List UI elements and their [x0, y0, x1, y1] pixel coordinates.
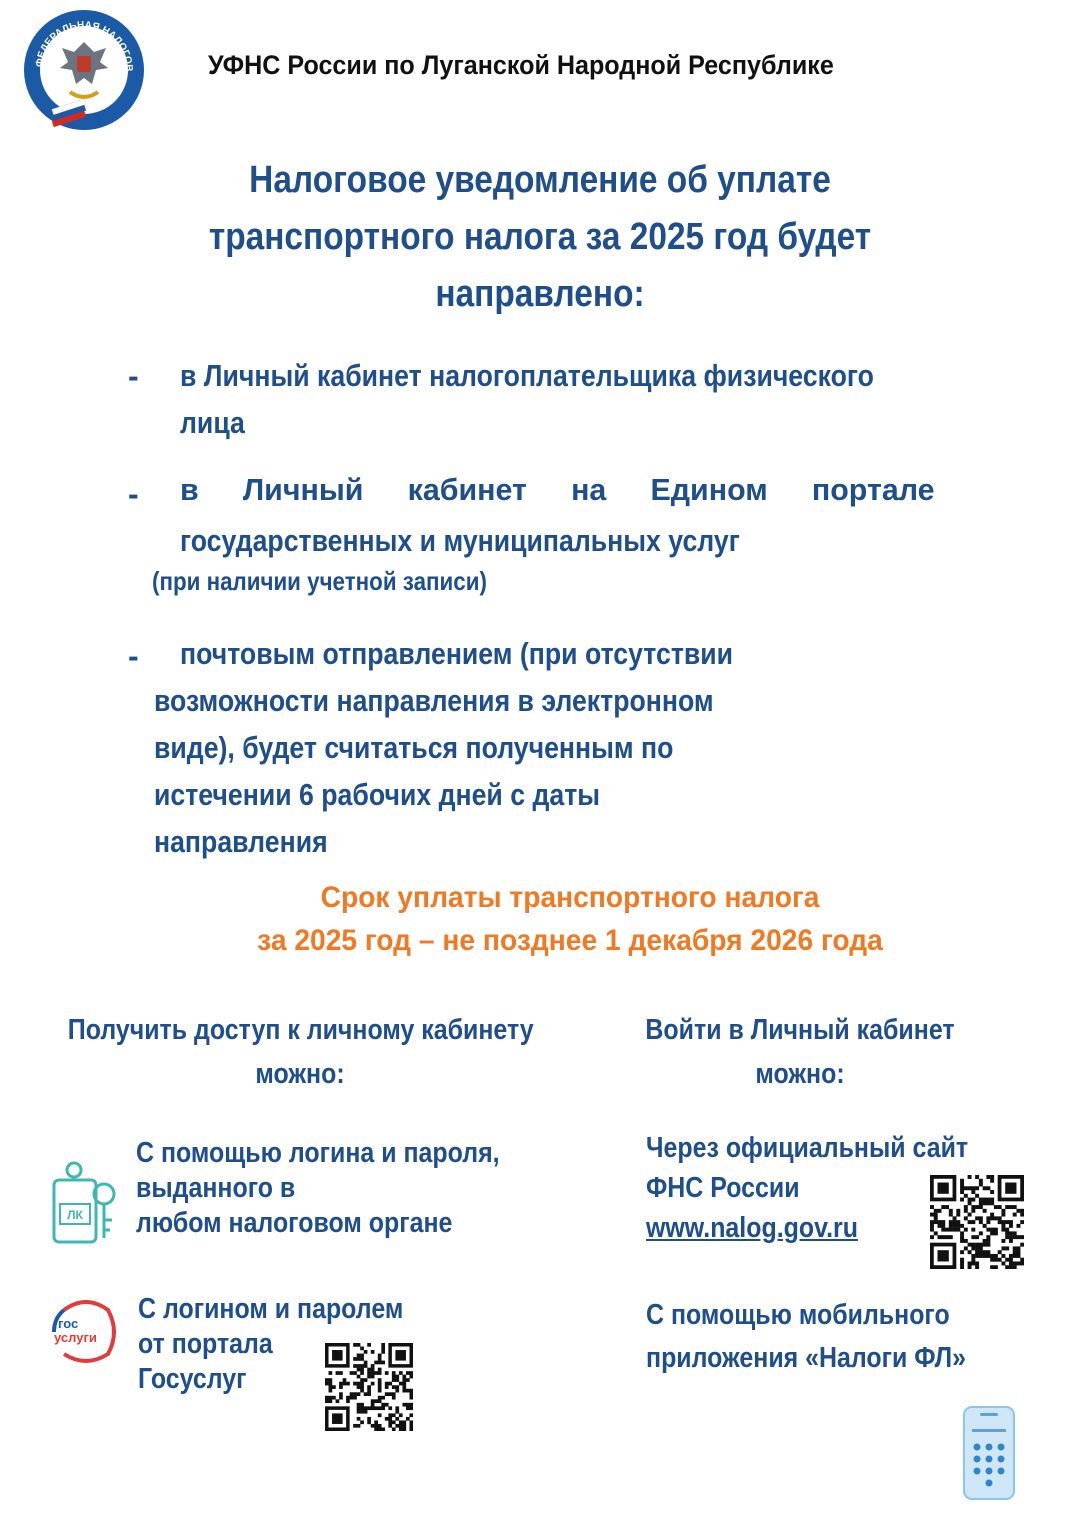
heading-line: можно:: [255, 1058, 345, 1090]
bullet-note: (при наличии учетной записи): [152, 566, 487, 596]
fns-logo: [22, 8, 146, 132]
gosuslugi-logo: [50, 1296, 122, 1368]
website-qr-code[interactable]: [930, 1175, 1024, 1269]
item-line: приложения «Налоги ФЛ»: [646, 1342, 967, 1374]
bullet-line: истечении 6 рабочих дней с даты: [154, 777, 601, 812]
bullet-marker: -: [128, 358, 139, 394]
bullet-marker: -: [128, 476, 139, 512]
deadline-notice: [166, 876, 974, 962]
deadline-line: Срок уплаты транспортного налога: [320, 881, 820, 914]
bullet-line: государственных и муниципальных услуг: [180, 523, 740, 558]
deadline-line: за 2025 год – не позднее 1 декабря 2026 года: [257, 924, 883, 957]
bullet-line: возможности направления в электронном: [154, 683, 714, 718]
bullet-word: портале: [811, 472, 935, 507]
logo-ring-text: ФЕДЕРАЛЬНАЯ НАЛОГОВ: [33, 19, 135, 72]
svg-text:ЛК: ЛК: [67, 1208, 83, 1222]
mobile-phone-icon: [962, 1405, 1016, 1501]
right-column-heading: [628, 1008, 972, 1096]
item-line: Через официальный сайт: [646, 1132, 969, 1164]
bullet-line: почтовым отправлением (при отсутствии: [180, 636, 734, 671]
title-line: направлено:: [435, 273, 645, 315]
bullet-2-justified-line: [180, 472, 935, 508]
item-line: С помощью логина и пароля,: [136, 1137, 500, 1169]
bullet-3-continued: [154, 677, 714, 865]
heading-line: Получить доступ к личному кабинету: [67, 1014, 534, 1046]
website-option: [646, 1128, 968, 1248]
item-line: С помощью мобильного: [646, 1299, 950, 1331]
bullet-word: Личный: [242, 472, 364, 507]
item-line: С логином и паролем: [138, 1293, 404, 1325]
gosuslugi-qr-code[interactable]: [325, 1343, 413, 1431]
heading-line: Войти в Личный кабинет: [645, 1014, 955, 1046]
organization-name: УФНС России по Луганской Народной Республике: [208, 50, 834, 80]
bullet-marker: -: [128, 638, 139, 674]
login-password-option: [136, 1136, 500, 1241]
bullet-line: направления: [154, 824, 328, 859]
heading-line: можно:: [755, 1058, 845, 1090]
bullet-word: на: [571, 472, 607, 507]
bullet-line: виде), будет считаться полученным по: [154, 730, 674, 765]
bullet-word: Едином: [650, 472, 768, 507]
svg-text:услуги: услуги: [54, 1330, 97, 1345]
item-line: выданного в: [136, 1172, 296, 1204]
bullet-word: кабинет: [407, 472, 527, 507]
mobile-app-option: [646, 1294, 966, 1380]
item-line: любом налоговом органе: [136, 1207, 453, 1239]
bullet-1-text: [180, 352, 874, 446]
bullet-line: в Личный кабинет налогоплательщика физического: [180, 358, 874, 393]
bullet-word: в: [180, 472, 199, 507]
svg-text:гос: гос: [58, 1316, 79, 1331]
bullet-line: лица: [180, 405, 245, 440]
title-line: Налоговое уведомление об уплате: [249, 159, 831, 201]
item-line: от портала: [138, 1328, 273, 1360]
item-line: Госуслуг: [138, 1363, 247, 1395]
left-column-heading: [68, 1008, 532, 1096]
lk-keys-icon: [50, 1160, 120, 1246]
title-line: транспортного налога за 2025 год будет: [208, 216, 872, 258]
nalog-website-link[interactable]: www.nalog.gov.ru: [646, 1212, 858, 1244]
page-title: [170, 152, 909, 323]
item-line: ФНС России: [646, 1172, 800, 1204]
